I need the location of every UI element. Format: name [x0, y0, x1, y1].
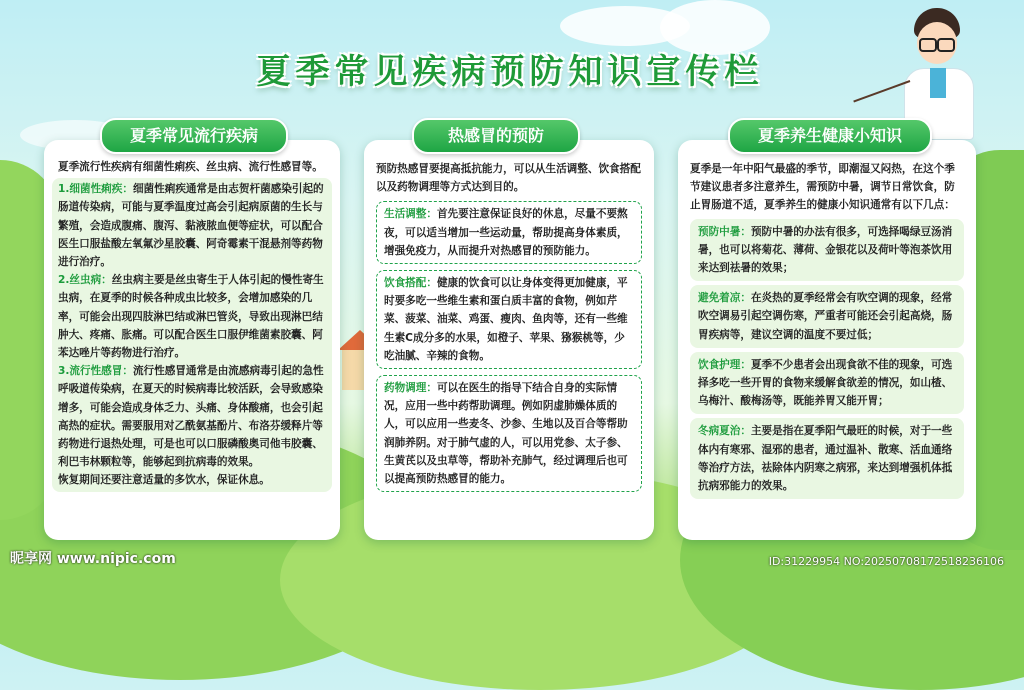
item-text: 首先要注意保证良好的休息，尽量不要熬夜，可以适当增加一些运动量，帮助提高身体素质，增强免疫力，从而提升对热感冒的预防能力。	[384, 208, 628, 257]
item-label: 预防中暑：	[698, 225, 751, 238]
watermark-id: ID:31229954 NO:20250708172518236106	[768, 555, 1004, 568]
item-text: 流行性感冒通常是由流感病毒引起的急性呼吸道传染病，在夏天的时候病毒比较活跃，会导致感染增多，可能会造成身体乏力、头痛、身体酸痛，也会引起高热的症状。需要服用对乙酰氨基酚片、布洛芬缓释片等药物进行退热处理，可是也可以口服磷酸奥司他韦胶囊、利巴韦林颗粒等，能够起到抗病毒的效果。	[58, 365, 324, 469]
panel1-content	[52, 178, 332, 491]
item-label: 1.细菌性痢疾：	[58, 183, 133, 196]
panel3-tip	[690, 219, 964, 282]
panel2-intro: 预防热感冒要提高抵抗能力，可以从生活调整、饮食搭配以及药物调理等方式达到目的。	[376, 163, 641, 194]
panel2-box-diet	[376, 270, 642, 369]
panel1-intro: 夏季流行性疾病有细菌性痢疾、丝虫病、流行性感冒等。	[58, 161, 323, 173]
item-text: 夏季不少患者会出现食欲不佳的现象，可选择多吃一些开胃的食物来缓解食欲差的情况，如山楂、乌梅汁、酸梅汤等，既能养胃又能开胃；	[698, 358, 953, 408]
item-text: 可以在医生的指导下结合自身的实际情况，应用一些中药帮助调理。例如阴虚肺燥体质的人，可以应用一些麦冬、沙参、生地以及百合等帮助润肺养阴。对于肺气虚的人，可以用党参、太子参、生黄芪以及虫草等，帮助补充肺气，经过调理后也可以提高预防热感冒的能力。	[384, 382, 628, 486]
panel3-tip	[690, 352, 964, 415]
item-label: 饮食搭配：	[384, 277, 437, 290]
panel1-outro: 恢复期间还要注意适量的多饮水，保证休息。	[58, 474, 270, 487]
panel2-box-life	[376, 201, 642, 264]
item-text: 丝虫病主要是丝虫寄生于人体引起的慢性寄生虫病，在夏季的时候各种成虫比较多，会增加感染的几率，可能会出现四肢淋巴结或淋巴管炎，导致出现淋巴结肿大、疼痛、胀痛。可以配合医生口服伊维菌素胶囊、阿苯达唑片等药物进行治疗。	[58, 274, 324, 360]
item-label: 冬病夏治：	[698, 425, 751, 438]
panel3-heading: 夏季养生健康小知识	[728, 118, 932, 154]
glasses-icon	[919, 38, 955, 48]
item-text: 细菌性痢疾通常是由志贺杆菌感染引起的肠道传染病，可能与夏季温度过高会引起病原菌的生长与繁殖，会造成腹痛、腹泻、黏液脓血便等症状，可以配合医生口服盐酸左氧氟沙星胶囊、阿奇霉素干混悬剂等药物进行治疗。	[58, 183, 324, 269]
page-title: 夏季常见疾病预防知识宣传栏	[256, 52, 764, 92]
panel1-heading: 夏季常见流行疾病	[100, 118, 288, 154]
list-item	[58, 362, 326, 471]
item-text: 健康的饮食可以让身体变得更加健康，平时要多吃一些维生素和蛋白质丰富的食物，例如芹菜、菠菜、油菜、鸡蛋、瘦肉、鱼肉等，还有一些维生素C成分多的水果，如橙子、苹果、猕猴桃等，少吃油腻、辛辣的食物。	[384, 277, 628, 362]
item-label: 避免着凉：	[698, 292, 751, 305]
panel-summer-health-tips	[678, 140, 976, 540]
panel2-box-medicine	[376, 375, 642, 492]
item-label: 饮食护理：	[698, 358, 751, 371]
item-label: 3.流行性感冒：	[58, 365, 133, 378]
panel-summer-diseases	[44, 140, 340, 540]
item-label: 2.丝虫病：	[58, 274, 112, 287]
item-text: 在炎热的夏季经常会有吹空调的现象，经常吹空调易引起空调伤寒，严重者可能还会引起高烧，肠胃疾病等，建议空调的温度不要过低；	[698, 292, 953, 341]
item-text: 主要是指在夏季阳气最旺的时候，对于一些体内有寒邪、湿邪的患者，通过温补、散寒、活血通络等治疗方法，祛除体内阴寒之病邪，来达到增强机体抵抗病邪能力的效果。	[698, 425, 953, 493]
list-item	[58, 180, 326, 271]
watermark-logo: 昵享网 www.nipic.com	[10, 551, 176, 567]
panel-heat-cold-prevention	[364, 140, 654, 540]
item-label: 药物调理：	[384, 382, 437, 395]
panel3-tip	[690, 285, 964, 348]
panel2-heading: 热感冒的预防	[412, 118, 580, 154]
panel3-intro: 夏季是一年中阳气最盛的季节，即潮湿又闷热，在这个季节建议患者多注意养生，需预防中暑，调节日常饮食，防止胃肠道不适，夏季养生的健康小知识通常有以下几点：	[690, 163, 955, 212]
item-label: 生活调整：	[384, 208, 437, 221]
list-item	[58, 271, 326, 362]
item-text: 预防中暑的办法有很多，可选择喝绿豆汤消暑，也可以将菊花、薄荷、金银花以及荷叶等泡茶饮用来达到祛暑的效果；	[698, 225, 953, 275]
panel3-tip	[690, 418, 964, 499]
